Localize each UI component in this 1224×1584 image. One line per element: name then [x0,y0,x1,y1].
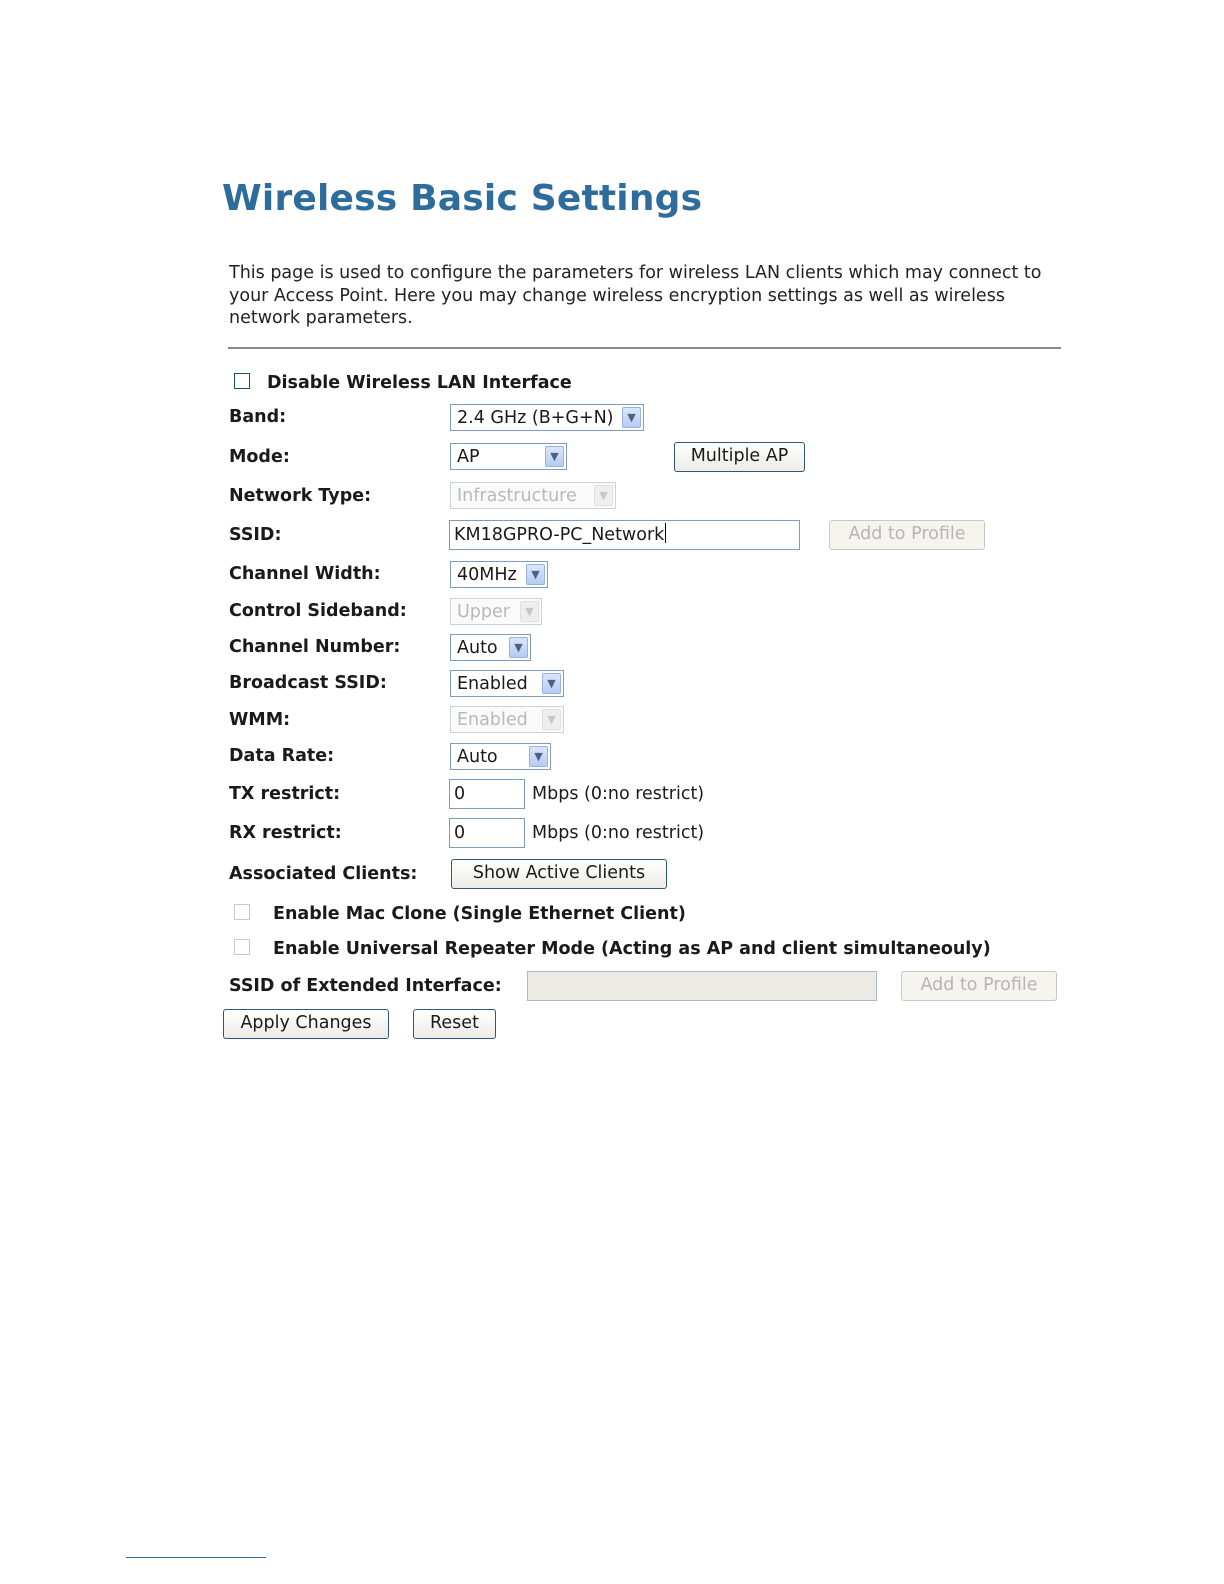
disable-wlan-checkbox[interactable] [234,373,250,389]
broadcast-ssid-value: Enabled [457,674,528,694]
associated-clients-label: Associated Clients: [229,864,418,884]
channel-number-label: Channel Number: [229,637,401,657]
reset-button[interactable]: Reset [413,1009,496,1039]
ssid-label: SSID: [229,525,282,545]
chevron-down-icon: ▼ [520,601,539,622]
tx-restrict-unit: Mbps (0:no restrict) [532,784,705,804]
extended-add-to-profile-button[interactable]: Add to Profile [901,971,1057,1001]
channel-number-value: Auto [457,638,498,658]
mac-clone-checkbox[interactable] [234,904,250,920]
chevron-down-icon: ▼ [529,746,548,767]
band-label: Band: [229,407,287,427]
universal-repeater-checkbox[interactable] [234,939,250,955]
control-sideband-select[interactable] [450,598,542,625]
mac-clone-label: Enable Mac Clone (Single Ethernet Client) [273,904,686,924]
mode-label: Mode: [229,447,290,467]
chevron-down-icon: ▼ [545,446,564,467]
page-description: This page is used to configure the parameters for wireless LAN clients which may connect to your Access Point. Here you may change wireless encryption settings as well as wireless network parameters. [229,263,1042,328]
multiple-ap-button[interactable]: Multiple AP [674,442,805,472]
data-rate-value: Auto [457,747,498,767]
network-type-value: Infrastructure [457,486,577,506]
channel-width-value: 40MHz [457,565,517,585]
ssid-input[interactable] [449,520,800,550]
page-title: Wireless Basic Settings [222,178,703,219]
tx-restrict-input[interactable]: 0 [449,779,525,809]
wmm-select[interactable] [450,706,564,733]
wmm-value: Enabled [457,710,528,730]
footnote-rule [126,1557,266,1558]
channel-width-select[interactable] [450,561,548,588]
channel-number-select[interactable] [450,634,531,661]
chevron-down-icon: ▼ [542,709,561,730]
broadcast-ssid-select[interactable] [450,670,564,697]
band-value: 2.4 GHz (B+G+N) [457,408,614,428]
divider [228,347,1061,349]
add-to-profile-button[interactable]: Add to Profile [829,520,985,550]
text-caret [665,523,666,543]
show-active-clients-button[interactable]: Show Active Clients [451,859,667,889]
mode-select[interactable] [450,443,567,470]
data-rate-label: Data Rate: [229,746,335,766]
broadcast-ssid-label: Broadcast SSID: [229,673,387,693]
control-sideband-label: Control Sideband: [229,601,407,621]
rx-restrict-unit: Mbps (0:no restrict) [532,823,705,843]
ssid-value: KM18GPRO-PC_Network [454,525,665,545]
data-rate-select[interactable] [450,743,551,770]
disable-wlan-label: Disable Wireless LAN Interface [267,373,572,393]
extended-ssid-label: SSID of Extended Interface: [229,976,502,996]
tx-restrict-label: TX restrict: [229,784,341,804]
rx-restrict-label: RX restrict: [229,823,342,843]
channel-width-label: Channel Width: [229,564,381,584]
apply-changes-button[interactable]: Apply Changes [223,1009,389,1039]
wmm-label: WMM: [229,710,291,730]
universal-repeater-label: Enable Universal Repeater Mode (Acting as AP and client simultaneouly) [273,939,991,959]
chevron-down-icon: ▼ [594,485,613,506]
chevron-down-icon: ▼ [509,637,528,658]
rx-restrict-input[interactable]: 0 [449,818,525,848]
control-sideband-value: Upper [457,602,510,622]
network-type-select[interactable] [450,482,616,509]
chevron-down-icon: ▼ [542,673,561,694]
chevron-down-icon: ▼ [622,407,641,428]
network-type-label: Network Type: [229,486,372,506]
band-select[interactable] [450,404,644,431]
extended-ssid-input[interactable] [527,971,877,1001]
chevron-down-icon: ▼ [526,564,545,585]
mode-value: AP [457,447,480,467]
